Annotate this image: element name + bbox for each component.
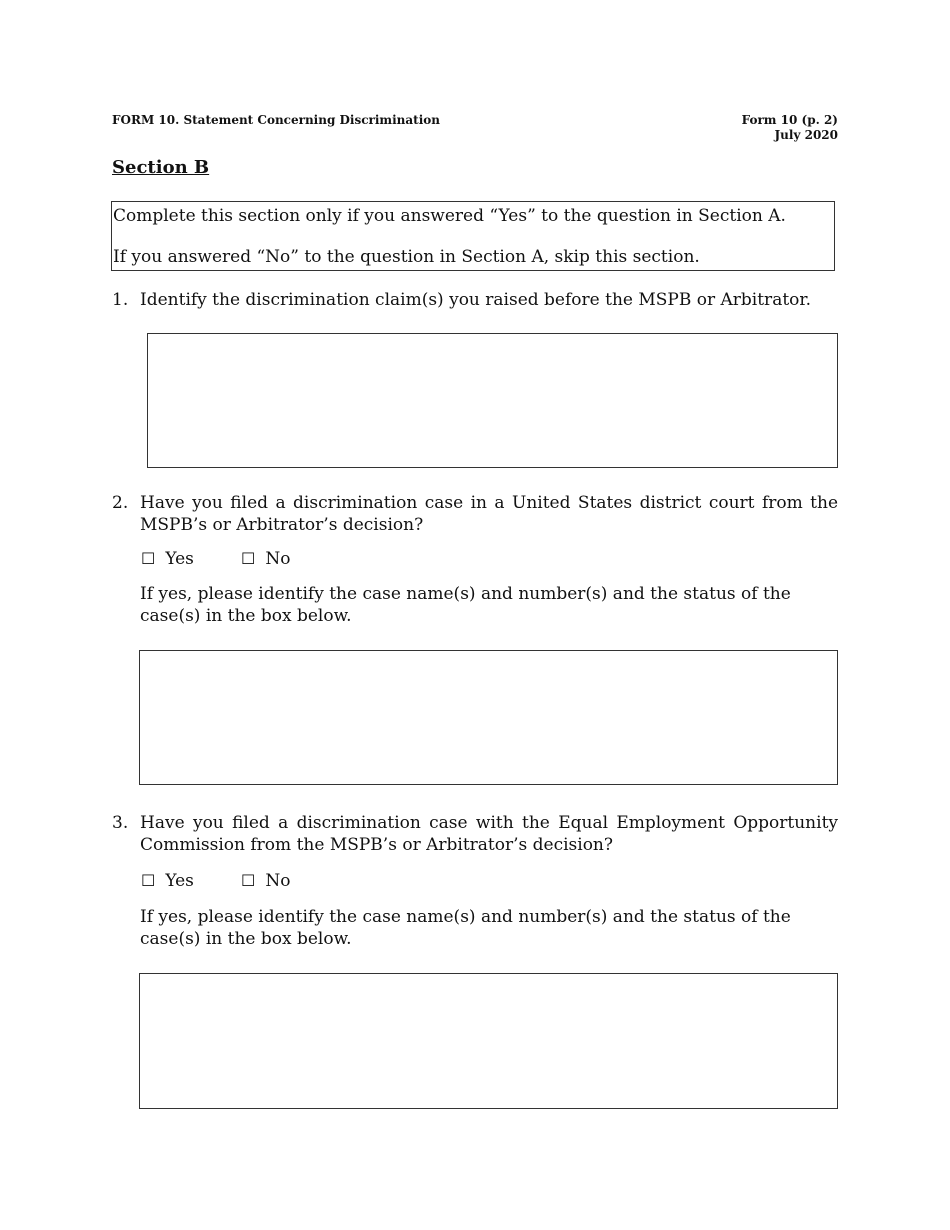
- question-3-no-option[interactable]: [241, 870, 290, 892]
- notice-line-1: Complete this section only if you answered “Yes” to the question in Section A.: [113, 206, 786, 226]
- checkbox-icon[interactable]: ☐: [241, 871, 256, 890]
- checkbox-icon[interactable]: ☐: [141, 549, 156, 568]
- form-revision-date: July 2020: [774, 128, 838, 142]
- question-2-answer-box[interactable]: [139, 650, 838, 785]
- notice-line-2: If you answered “No” to the question in Section A, skip this section.: [113, 247, 700, 267]
- section-notice-box: [111, 201, 835, 271]
- form-page-number: Form 10 (p. 2): [741, 113, 838, 127]
- checkbox-icon[interactable]: ☐: [241, 549, 256, 568]
- question-3-followup: If yes, please identify the case name(s) and number(s) and the status of the case(s) in the box below.: [140, 907, 791, 949]
- question-2-yes-label: Yes: [165, 549, 194, 569]
- section-title: Section B: [112, 157, 210, 178]
- checkbox-icon[interactable]: ☐: [141, 871, 156, 890]
- form-page-info: [742, 113, 838, 143]
- question-1-text: Identify the discrimination claim(s) you raised before the MSPB or Arbitrator.: [140, 290, 812, 310]
- question-2-number: 2.: [112, 493, 129, 513]
- question-1-answer-box[interactable]: [147, 333, 838, 468]
- question-2-text: Have you filed a discrimination case in a United States district court from the MSPB’s or Arbitrator’s decision?: [140, 493, 838, 535]
- question-2-no-option[interactable]: [241, 548, 290, 570]
- form-title: FORM 10. Statement Concerning Discrimination: [112, 113, 441, 127]
- question-3-text: Have you filed a discrimination case with the Equal Employment Opportunity Commission from the MSPB’s or Arbitrator’s decision?: [140, 813, 838, 855]
- question-3-yes-label: Yes: [165, 871, 194, 891]
- question-2-yes-option[interactable]: [141, 548, 194, 570]
- question-1-number: 1.: [112, 290, 129, 310]
- question-3-number: 3.: [112, 813, 129, 833]
- question-3-yes-option[interactable]: [141, 870, 194, 892]
- question-2-no-label: No: [265, 549, 291, 569]
- question-3-no-label: No: [265, 871, 291, 891]
- question-2-followup: If yes, please identify the case name(s) and number(s) and the status of the case(s) in the box below.: [140, 584, 791, 626]
- question-3-answer-box[interactable]: [139, 973, 838, 1109]
